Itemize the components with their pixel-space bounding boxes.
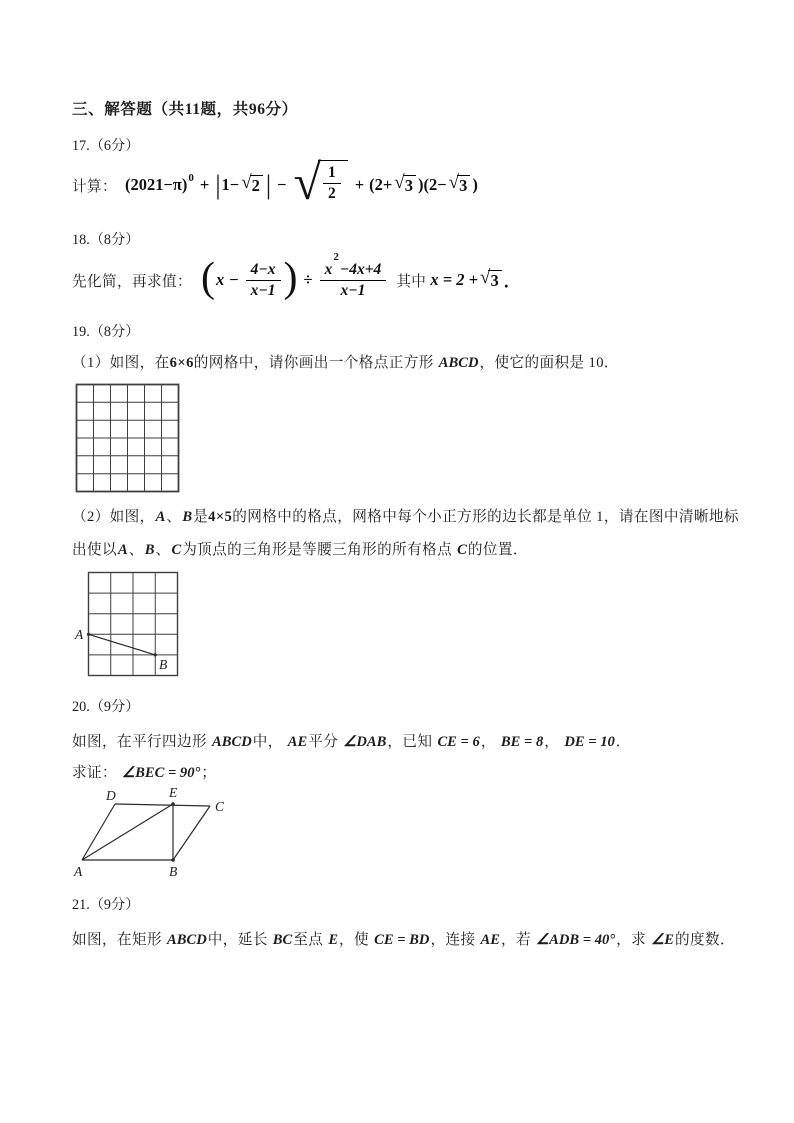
point-label-a: A <box>74 864 83 879</box>
text-segment: C <box>171 542 182 558</box>
text-segment: ，使它的面积是 10． <box>479 355 619 371</box>
text-segment: 为顶点的三角形是等腰三角形的所有格点 <box>182 542 457 558</box>
q21-label: 21.（9分） <box>72 897 140 913</box>
point-label-c: C <box>215 799 225 814</box>
q18-label: 18.（8分） <box>72 232 140 248</box>
text-segment: A <box>117 542 128 558</box>
point-e <box>171 802 175 806</box>
q17-formula <box>72 154 478 212</box>
sqrt-radical <box>241 171 263 196</box>
exponent: 2 <box>333 251 339 264</box>
big-paren-left: ( <box>200 255 215 302</box>
q20-label: 20.（9分） <box>72 699 140 715</box>
text-segment: 的网格中的格点，网格中每个小正方形的边长都是单位 1，请在图中清晰地标 <box>232 509 739 525</box>
parallelogram-figure <box>70 786 240 882</box>
denominator: x−1 <box>246 280 281 300</box>
segment-ae <box>82 804 173 860</box>
text-segment: ，连接 <box>430 932 480 948</box>
text-segment: （2）如图， <box>72 509 155 525</box>
radical-sign: √ <box>448 171 460 193</box>
text-segment: ， <box>480 734 500 750</box>
q19-part2-line1 <box>72 501 739 534</box>
q20-claim <box>72 761 216 782</box>
divide-operator: ÷ <box>303 270 313 289</box>
radical-sign: √ <box>241 171 252 193</box>
sqrt-radical <box>448 171 471 196</box>
sqrt-radical <box>480 266 502 291</box>
q19-part2-text <box>72 501 739 567</box>
text-segment: 、 <box>155 542 171 558</box>
math-token: (2− <box>423 175 447 194</box>
numerator: 4−x <box>250 260 276 278</box>
math-token: −4x+4 <box>339 260 382 278</box>
text-segment: ，若 <box>500 932 535 948</box>
q17-label: 17.（6分） <box>72 138 140 154</box>
text-segment: 平分 <box>308 734 343 750</box>
text-segment: 求证： <box>72 765 122 781</box>
text-segment: ∠E <box>651 932 675 948</box>
radical-sign: √ <box>480 266 491 288</box>
text-segment: 4×5 <box>208 509 233 525</box>
variable-x: x <box>324 260 333 278</box>
q17-product-term <box>369 171 478 196</box>
numerator: 1 <box>327 164 336 181</box>
math-token: ) <box>472 175 478 194</box>
text-segment: B <box>182 509 193 525</box>
q20-text <box>72 730 631 751</box>
grid-4x5-figure <box>72 571 188 679</box>
minus-operator: − <box>277 175 287 194</box>
point-label-d: D <box>106 788 116 803</box>
text-segment: 的位置． <box>467 542 528 558</box>
text-segment: BE = 8 <box>500 734 544 750</box>
math-token: ) <box>417 175 424 194</box>
q21-text <box>72 928 735 949</box>
text-segment: ； <box>201 765 217 781</box>
denominator: x−1 <box>320 280 387 300</box>
fraction <box>323 164 341 203</box>
variable-x: x <box>215 270 225 289</box>
text-segment: ，求 <box>616 932 651 948</box>
big-paren-right: ) <box>283 255 298 302</box>
radicand: 3 <box>488 270 501 291</box>
text-segment: ABCD <box>167 932 207 948</box>
sqrt-fraction-radical <box>293 154 348 210</box>
minus-operator: − <box>229 270 239 289</box>
text-segment: ABCD <box>212 734 252 750</box>
q19-part2-line2 <box>72 534 739 567</box>
point-label-e: E <box>169 786 178 800</box>
text-segment: ABCD <box>438 355 479 371</box>
radicand: 2 <box>250 175 263 196</box>
q17-abs-term <box>214 169 272 200</box>
text-segment: BC <box>272 932 293 948</box>
text-segment: 的度数． <box>675 932 735 948</box>
fraction <box>320 251 387 300</box>
math-token: (2+ <box>369 175 393 194</box>
point-label-a: A <box>75 627 84 642</box>
text-segment: ，已知 <box>387 734 437 750</box>
grid-6x6-figure <box>75 383 181 494</box>
text-segment: ∠ADB = 40° <box>536 932 616 948</box>
abs-bar: | <box>215 169 221 200</box>
substitution-value: x = 2 + <box>430 270 478 289</box>
q19-part1-text <box>72 351 619 372</box>
edge-ad <box>82 804 115 860</box>
radicand: 3 <box>457 175 470 196</box>
q17-power-term: (2021−π) $^0$ <box>124 172 194 194</box>
text-segment: ，使 <box>339 932 374 948</box>
text-segment: AE <box>480 932 500 948</box>
q17-intro: 计算： <box>72 178 117 195</box>
text-segment: ． <box>615 734 631 750</box>
text-segment: 中， <box>252 734 287 750</box>
point-a <box>87 633 90 636</box>
point-b <box>154 653 157 656</box>
text-segment: 中，延长 <box>207 932 272 948</box>
fraction <box>246 261 281 300</box>
text-segment: 是 <box>193 509 209 525</box>
text-segment: 6×6 <box>169 355 194 371</box>
q19-label: 19.（8分） <box>72 324 140 340</box>
text-segment: 如图，在矩形 <box>72 932 167 948</box>
math-token: (2021−π) <box>124 175 188 194</box>
plus-operator: + <box>199 175 210 194</box>
plus-operator: + <box>354 175 365 194</box>
text-segment: C <box>457 542 467 558</box>
radicand <box>318 160 348 203</box>
text-segment: E <box>328 932 339 948</box>
denominator: 2 <box>323 183 341 203</box>
text-segment: 出使以 <box>72 542 117 558</box>
sqrt-radical <box>394 171 416 196</box>
period: ． <box>503 272 521 291</box>
text-segment: 、 <box>128 542 144 558</box>
text-segment: （1）如图，在 <box>72 355 170 371</box>
radical-sign: √ <box>293 154 321 210</box>
text-segment: 的网格中，请你画出一个格点正方形 <box>193 355 438 371</box>
point-label-b: B <box>169 864 178 879</box>
edge-bc <box>173 806 210 860</box>
text-segment: A <box>155 509 166 525</box>
text-segment: 、 <box>166 509 182 525</box>
text-segment: ， <box>544 734 564 750</box>
text-segment: B <box>144 542 155 558</box>
text-segment: AE <box>287 734 308 750</box>
abs-bar: | <box>265 169 272 200</box>
math-connector: 其中 <box>396 273 427 290</box>
math-token: 1− <box>221 175 240 194</box>
numerator <box>320 251 387 280</box>
q18-intro: 先化简，再求值： <box>72 273 192 290</box>
radical-sign: √ <box>394 171 405 193</box>
point-b <box>171 858 175 862</box>
section-title: 三、解答题（共11题，共96分） <box>72 101 298 118</box>
point-label-b: B <box>159 657 168 672</box>
text-segment: CE = 6 <box>437 734 480 750</box>
text-segment: 如图，在平行四边形 <box>72 734 211 750</box>
text-segment: 至点 <box>293 932 328 948</box>
radicand: 3 <box>403 175 416 196</box>
text-segment: CE = BD <box>374 932 430 948</box>
text-segment: ∠BEC = 90° <box>122 765 201 781</box>
q18-formula <box>72 252 520 308</box>
text-segment: DE = 10 <box>564 734 615 750</box>
edge-dc <box>115 804 210 806</box>
segment-ab <box>89 634 156 655</box>
text-segment: ∠DAB <box>343 734 387 750</box>
